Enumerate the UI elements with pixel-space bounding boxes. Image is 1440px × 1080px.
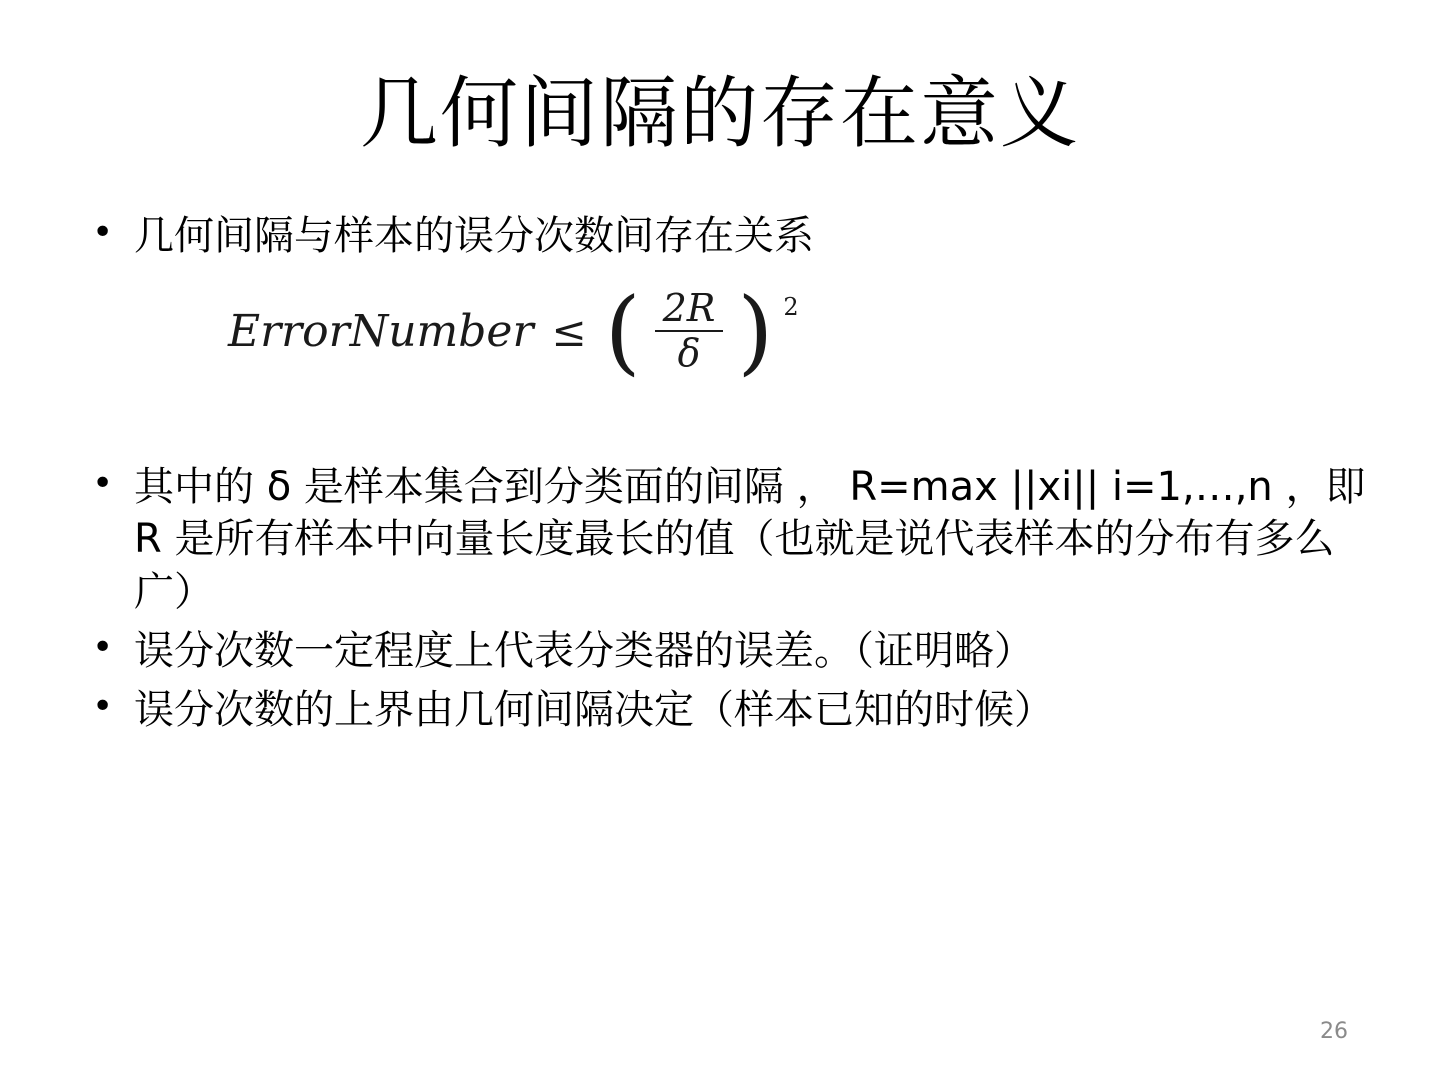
page-title: 几何间隔的存在意义 — [359, 69, 1080, 159]
inequality-formula — [228, 277, 1370, 385]
bullet-list-bottom — [78, 461, 1370, 737]
list-item: • 误分次数一定程度上代表分类器的误差。（证明略） — [78, 625, 1370, 678]
bullet-list-top — [78, 210, 1370, 263]
fraction — [655, 285, 724, 376]
spacer — [78, 409, 1370, 461]
list-item: • 几何间隔与样本的误分次数间存在关系 — [78, 210, 1370, 263]
list-item: • 误分次数的上界由几何间隔决定（样本已知的时候） — [78, 684, 1370, 737]
slide-body — [0, 210, 1440, 737]
page-number: 26 — [1320, 1019, 1348, 1044]
left-paren: ( — [604, 277, 641, 385]
fraction-numerator: 2R — [662, 285, 716, 330]
formula-relation: ≤ — [551, 306, 587, 356]
formula-block — [78, 277, 1370, 409]
right-paren: ) — [737, 277, 774, 385]
formula-lhs: ErrorNumber — [228, 305, 534, 357]
fraction-denominator: δ — [677, 331, 701, 376]
formula-exponent: 2 — [783, 292, 799, 321]
list-item: • 其中的 δ 是样本集合到分类面的间隔 ， R=max ||xi|| i=1,…,n ，即 R 是所有样本中向量长度最长的值（也就是说代表样本的分布有多么广） — [78, 461, 1370, 619]
